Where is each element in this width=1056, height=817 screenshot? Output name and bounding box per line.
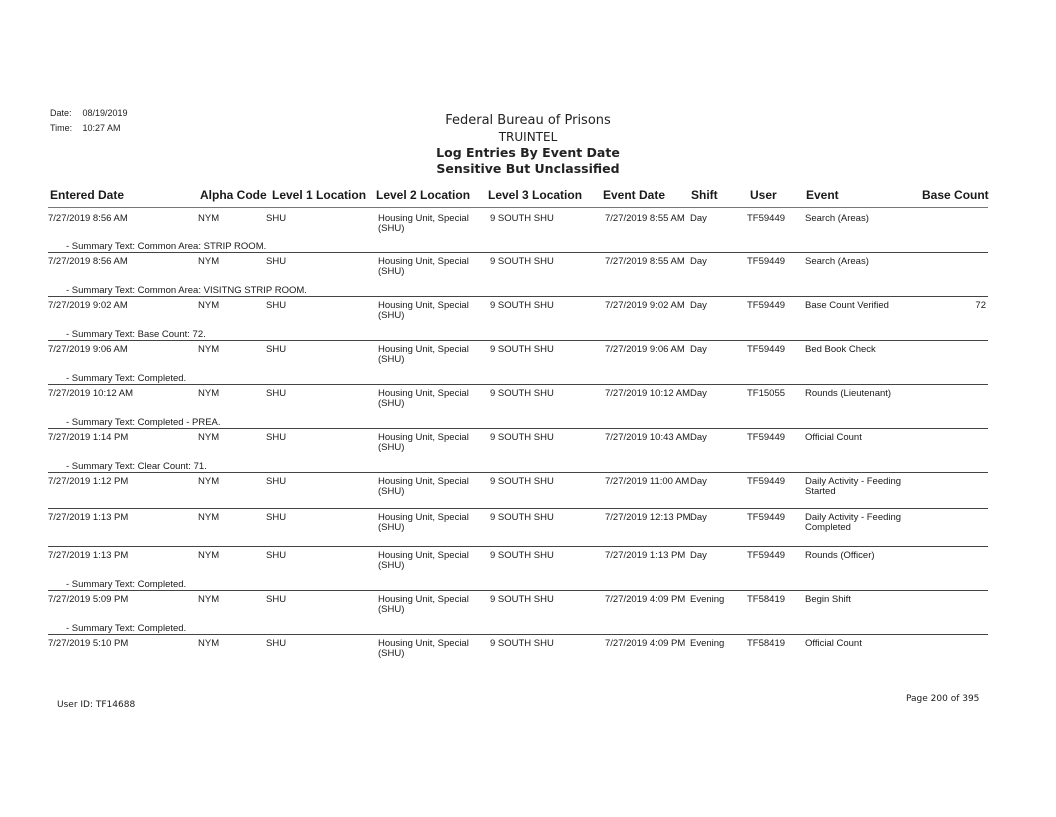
cell-user: TF59449	[747, 344, 786, 355]
cell-level3: 9 SOUTH SHU	[490, 476, 554, 487]
cell-level2: Housing Unit, Special (SHU)	[378, 432, 469, 453]
cell-level3: 9 SOUTH SHU	[490, 256, 554, 267]
row-divider	[48, 546, 988, 547]
cell-level1: SHU	[266, 432, 287, 443]
col-user: User	[750, 188, 777, 202]
header-divider	[48, 207, 988, 208]
cell-level1: SHU	[266, 512, 287, 523]
cell-event-date: 7/27/2019 9:02 AM	[605, 300, 685, 311]
cell-level1: SHU	[266, 638, 287, 649]
cell-event-date: 7/27/2019 8:55 AM	[605, 256, 685, 267]
cell-shift: Day	[690, 476, 707, 487]
cell-entered-date: 7/27/2019 9:06 AM	[48, 344, 128, 355]
cell-user: TF15055	[747, 388, 786, 399]
cell-user: TF59449	[747, 512, 786, 523]
cell-level2: Housing Unit, Special (SHU)	[378, 638, 469, 659]
row-summary: - Summary Text: Completed - PREA.	[66, 417, 221, 428]
cell-shift: Day	[690, 550, 707, 561]
cell-level1: SHU	[266, 476, 287, 487]
cell-shift: Evening	[690, 594, 725, 605]
cell-shift: Evening	[690, 638, 725, 649]
cell-event-date: 7/27/2019 10:43 AM	[605, 432, 691, 443]
row-summary: - Summary Text: Common Area: VISITNG STRIP ROOM.	[66, 285, 307, 296]
cell-event: Official Count	[805, 432, 862, 443]
cell-event-date: 7/27/2019 1:13 PM	[605, 550, 686, 561]
cell-alpha-code: NYM	[198, 344, 220, 355]
cell-alpha-code: NYM	[198, 512, 220, 523]
cell-user: TF59449	[747, 213, 786, 224]
cell-entered-date: 7/27/2019 8:56 AM	[48, 256, 128, 267]
cell-event-date: 7/27/2019 8:55 AM	[605, 213, 685, 224]
table-header	[48, 186, 988, 208]
cell-event-date: 7/27/2019 4:09 PM	[605, 594, 686, 605]
footer-user-id	[57, 700, 135, 710]
col-event-date: Event Date	[603, 188, 666, 202]
cell-user: TF59449	[747, 432, 786, 443]
row-divider	[48, 428, 988, 429]
cell-level2: Housing Unit, Special (SHU)	[378, 213, 469, 234]
cell-entered-date: 7/27/2019 9:02 AM	[48, 300, 128, 311]
col-level1-location: Level 1 Location	[272, 188, 367, 202]
cell-alpha-code: NYM	[198, 638, 220, 649]
cell-shift: Day	[690, 213, 707, 224]
page-number: Page 200 of 395	[906, 694, 980, 704]
cell-event: Search (Areas)	[805, 256, 869, 267]
cell-alpha-code: NYM	[198, 432, 220, 443]
cell-event: Daily Activity - Feeding Completed	[805, 512, 902, 533]
cell-event-date: 7/27/2019 12:13 PM	[605, 512, 691, 523]
cell-user: TF59449	[747, 550, 786, 561]
user-id-value: TF14688	[95, 700, 136, 710]
cell-event: Rounds (Officer)	[805, 550, 875, 561]
row-divider	[48, 634, 988, 635]
cell-shift: Day	[690, 388, 707, 399]
cell-alpha-code: NYM	[198, 476, 220, 487]
cell-level2: Housing Unit, Special (SHU)	[378, 476, 469, 497]
cell-level1: SHU	[266, 594, 287, 605]
row-summary: - Summary Text: Common Area: STRIP ROOM.	[66, 241, 267, 252]
cell-shift: Day	[690, 256, 707, 267]
cell-level3: 9 SOUTH SHU	[490, 300, 554, 311]
cell-level1: SHU	[266, 344, 287, 355]
cell-level1: SHU	[266, 550, 287, 561]
cell-level3: 9 SOUTH SHU	[490, 512, 554, 523]
cell-level3: 9 SOUTH SHU	[490, 388, 554, 399]
cell-event: Bed Book Check	[805, 344, 876, 355]
cell-alpha-code: NYM	[198, 256, 220, 267]
cell-alpha-code: NYM	[198, 300, 220, 311]
cell-event: Daily Activity - Feeding Started	[805, 476, 902, 497]
row-divider	[48, 340, 988, 341]
cell-level2: Housing Unit, Special (SHU)	[378, 388, 469, 409]
row-divider	[48, 472, 988, 473]
cell-entered-date: 7/27/2019 1:13 PM	[48, 550, 129, 561]
cell-entered-date: 7/27/2019 5:09 PM	[48, 594, 129, 605]
cell-level1: SHU	[266, 256, 287, 267]
cell-event: Official Count	[805, 638, 862, 649]
report-title-block	[0, 113, 1056, 177]
col-shift: Shift	[691, 188, 718, 202]
classification-title: Sensitive But Unclassified	[436, 161, 620, 176]
cell-entered-date: 7/27/2019 8:56 AM	[48, 213, 128, 224]
col-level2-location: Level 2 Location	[376, 188, 471, 202]
cell-user: TF59449	[747, 476, 786, 487]
cell-user: TF59449	[747, 300, 786, 311]
cell-entered-date: 7/27/2019 1:13 PM	[48, 512, 129, 523]
cell-level2: Housing Unit, Special (SHU)	[378, 512, 469, 533]
cell-event-date: 7/27/2019 4:09 PM	[605, 638, 686, 649]
cell-level2: Housing Unit, Special (SHU)	[378, 256, 469, 277]
row-divider	[48, 252, 988, 253]
row-divider	[48, 384, 988, 385]
cell-alpha-code: NYM	[198, 594, 220, 605]
row-summary: - Summary Text: Completed.	[66, 373, 187, 384]
cell-user: TF59449	[747, 256, 786, 267]
cell-event-date: 7/27/2019 10:12 AM	[605, 388, 691, 399]
cell-level3: 9 SOUTH SHU	[490, 213, 554, 224]
time-label: Time:	[50, 123, 73, 133]
cell-shift: Day	[690, 432, 707, 443]
cell-event: Rounds (Lieutenant)	[805, 388, 892, 399]
date-value: 08/19/2019	[82, 108, 128, 118]
cell-level2: Housing Unit, Special (SHU)	[378, 344, 469, 365]
cell-alpha-code: NYM	[198, 213, 220, 224]
cell-level1: SHU	[266, 388, 287, 399]
cell-level3: 9 SOUTH SHU	[490, 432, 554, 443]
time-value: 10:27 AM	[82, 123, 121, 133]
report-title: Log Entries By Event Date	[436, 145, 620, 160]
cell-level3: 9 SOUTH SHU	[490, 638, 554, 649]
cell-event: Search (Areas)	[805, 213, 869, 224]
date-label: Date:	[50, 108, 72, 118]
system-title: TRUINTEL	[498, 130, 558, 144]
cell-base-count: 72	[975, 300, 986, 311]
cell-entered-date: 7/27/2019 1:12 PM	[48, 476, 129, 487]
cell-entered-date: 7/27/2019 5:10 PM	[48, 638, 129, 649]
cell-user: TF58419	[747, 594, 786, 605]
cell-entered-date: 7/27/2019 10:12 AM	[48, 388, 134, 399]
cell-entered-date: 7/27/2019 1:14 PM	[48, 432, 129, 443]
row-summary: - Summary Text: Completed.	[66, 579, 187, 590]
cell-user: TF58419	[747, 638, 786, 649]
cell-level3: 9 SOUTH SHU	[490, 550, 554, 561]
cell-event: Base Count Verified	[805, 300, 889, 311]
row-summary: - Summary Text: Completed.	[66, 623, 187, 634]
row-divider	[48, 590, 988, 591]
cell-alpha-code: NYM	[198, 550, 220, 561]
cell-shift: Day	[690, 344, 707, 355]
cell-level1: SHU	[266, 300, 287, 311]
row-divider	[48, 508, 988, 509]
col-event: Event	[806, 188, 839, 202]
col-base-count: Base Count	[922, 188, 989, 202]
cell-level2: Housing Unit, Special (SHU)	[378, 594, 469, 615]
cell-shift: Day	[690, 300, 707, 311]
col-level3-location: Level 3 Location	[488, 188, 583, 202]
row-summary: - Summary Text: Clear Count: 71.	[66, 461, 207, 472]
cell-level2: Housing Unit, Special (SHU)	[378, 300, 469, 321]
col-entered-date: Entered Date	[50, 188, 125, 202]
cell-event: Begin Shift	[805, 594, 851, 605]
user-id-label: User ID:	[57, 700, 93, 710]
cell-level2: Housing Unit, Special (SHU)	[378, 550, 469, 571]
row-summary: - Summary Text: Base Count: 72.	[66, 329, 206, 340]
col-alpha-code: Alpha Code	[200, 188, 267, 202]
cell-alpha-code: NYM	[198, 388, 220, 399]
cell-level1: SHU	[266, 213, 287, 224]
cell-level3: 9 SOUTH SHU	[490, 344, 554, 355]
row-divider	[48, 296, 988, 297]
cell-event-date: 7/27/2019 9:06 AM	[605, 344, 685, 355]
agency-title: Federal Bureau of Prisons	[445, 113, 611, 128]
cell-event-date: 7/27/2019 11:00 AM	[605, 476, 690, 487]
cell-shift: Day	[690, 512, 707, 523]
cell-level3: 9 SOUTH SHU	[490, 594, 554, 605]
